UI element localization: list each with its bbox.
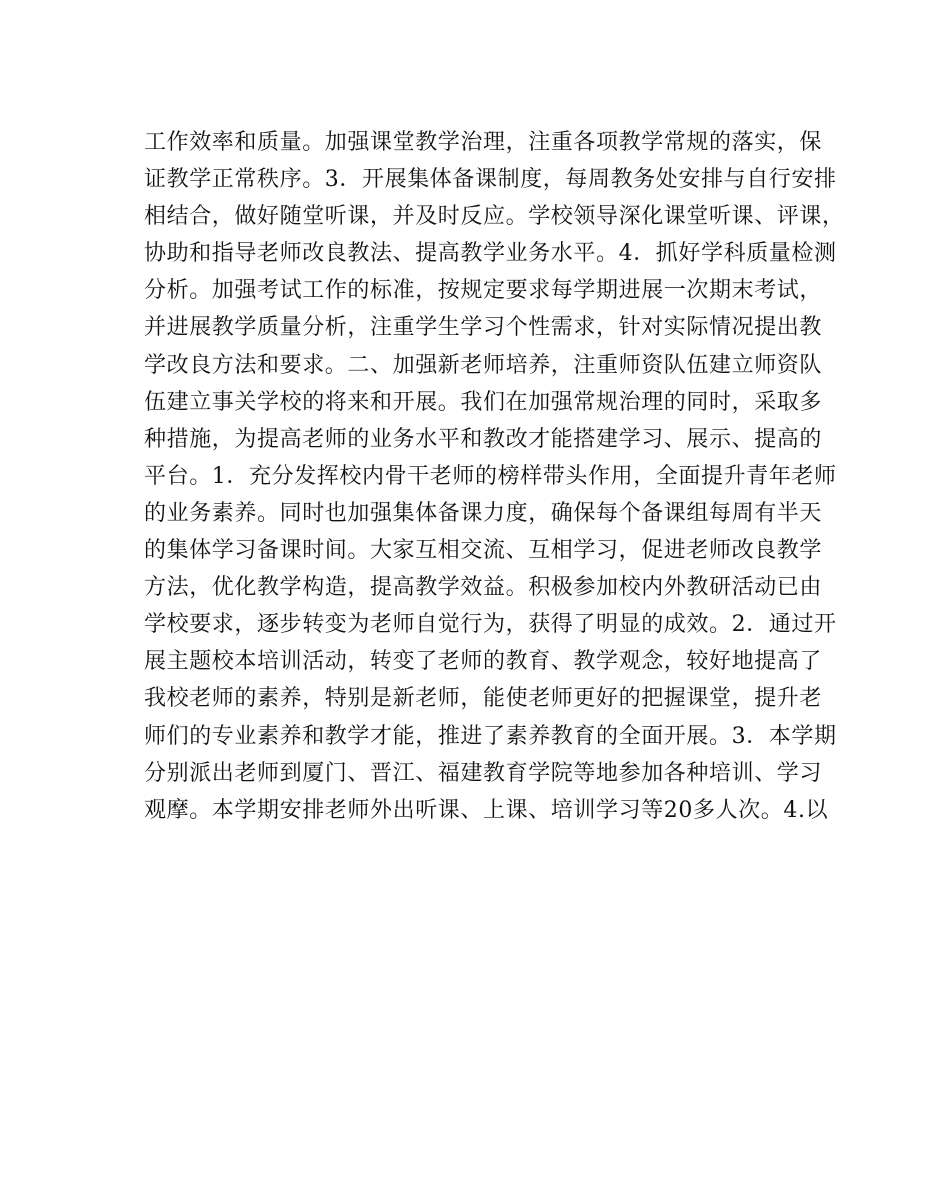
text-line-11: 的业务素养。同时也加强集体备课力度，确保每个备课组每周有半天 xyxy=(144,500,823,526)
text-line-19: 观摩。本学期安排老师外出听课、上课、培训学习等20多人次。4.以 xyxy=(144,797,829,823)
text-line-14: 学校要求，逐步转变为老师自觉行为，获得了明显的成效。2．通过开 xyxy=(144,612,837,638)
text-line-8: 伍建立事关学校的将来和开展。我们在加强常规治理的同时，采取多 xyxy=(144,389,823,415)
text-line-2: 证教学正常秩序。3．开展集体备课制度，每周教务处安排与自行安排 xyxy=(144,167,837,193)
text-line-12: 的集体学习备课时间。大家互相交流、互相学习，促进老师改良教学 xyxy=(144,538,823,564)
text-line-16: 我校老师的素养，特别是新老师，能使老师更好的把握课堂，提升老 xyxy=(144,686,823,712)
text-line-7: 学改良方法和要求。二、加强新老师培养，注重师资队伍建立师资队 xyxy=(144,352,823,378)
text-line-10: 平台。1．充分发挥校内骨干老师的榜样带头作用，全面提升青年老师 xyxy=(144,463,837,489)
text-line-1: 工作效率和质量。加强课堂教学治理，注重各项教学常规的落实，保 xyxy=(144,130,823,155)
text-line-17: 师们的专业素养和教学才能，推进了素养教育的全面开展。3．本学期 xyxy=(144,723,837,749)
body-text xyxy=(144,124,845,829)
text-line-5: 分析。加强考试工作的标准，按规定要求每学期进展一次期末考试， xyxy=(144,278,823,304)
text-line-15: 展主题校本培训活动，转变了老师的教育、教学观念，较好地提高了 xyxy=(144,649,823,675)
text-line-9: 种措施，为提高老师的业务水平和教改才能搭建学习、展示、提高的 xyxy=(144,426,823,452)
text-line-6: 并进展教学质量分析，注重学生学习个性需求，针对实际情况提出教 xyxy=(144,315,823,341)
text-line-3: 相结合，做好随堂听课，并及时反应。学校领导深化课堂听课、评课， xyxy=(144,204,845,230)
text-line-18: 分别派出老师到厦门、晋江、福建教育学院等地参加各种培训、学习 xyxy=(144,760,823,786)
text-line-4: 协助和指导老师改良教法、提高教学业务水平。4．抓好学科质量检测 xyxy=(144,241,837,267)
text-line-13: 方法，优化教学构造，提高教学效益。积极参加校内外教研活动已由 xyxy=(144,575,823,601)
